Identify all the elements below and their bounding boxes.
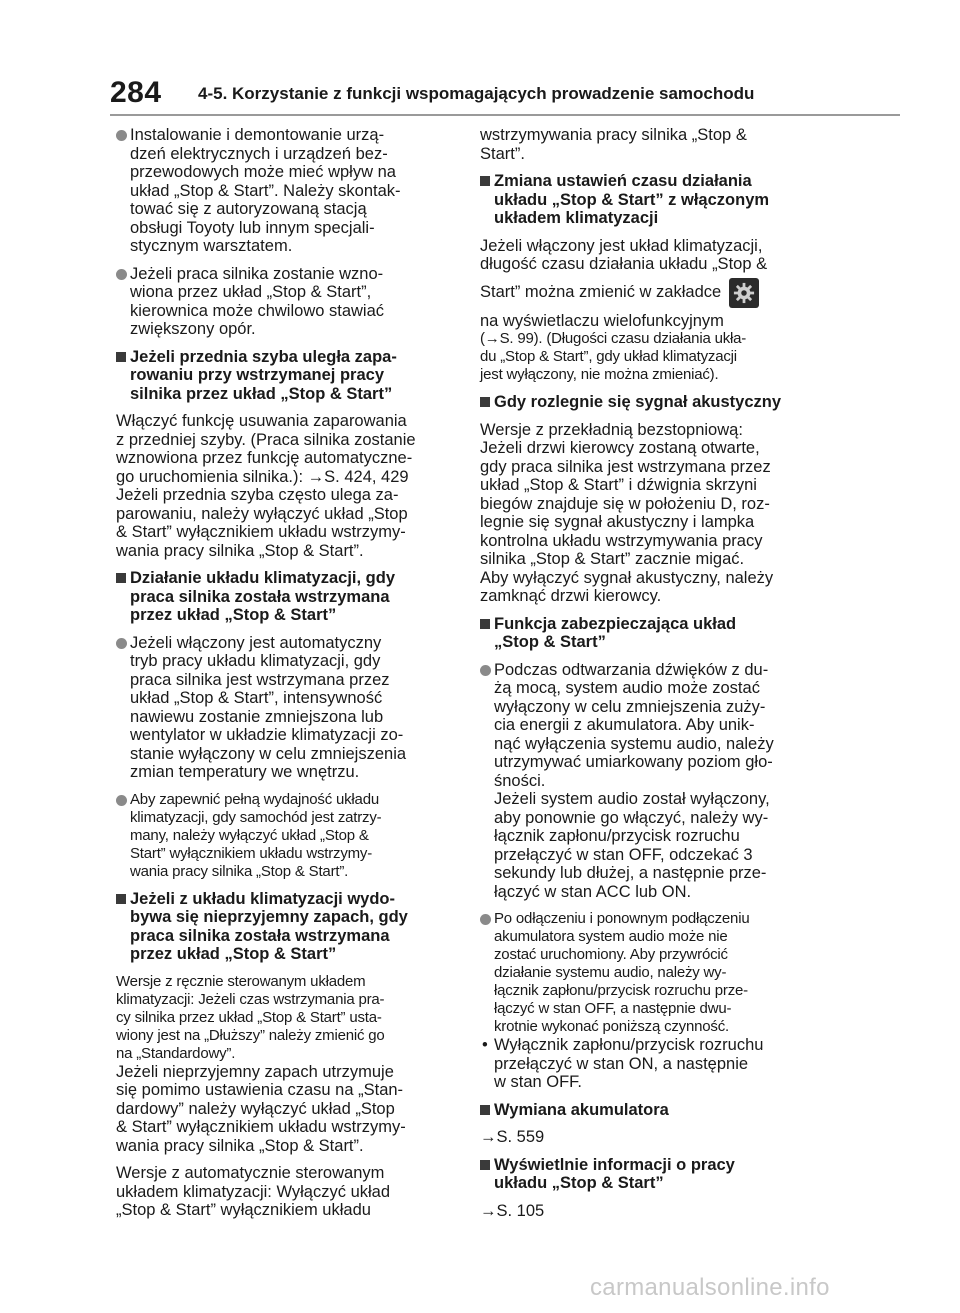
page-number: 284: [110, 76, 162, 109]
paragraph-timing-note: (→S. 99). (Długości czasu działania ukła- du „Stop & Start”, gdy układ klimatyzacji jest wyłączony, nie można zmieniać).: [480, 330, 747, 383]
heading-info-display: Wyświetlnie informacji o pracy układu „Stop & Start”: [480, 1156, 810, 1193]
paragraph-buzzer: Wersje z przekładnią bezstopniową: Jeżeli drzwi kierowcy zostaną otwarte, gdy praca silnika jest wstrzymana przez układ „Stop & Start” i dźwignia skrzyni biegów znajduje się w położeniu D, roz- legnie się sygnał akustyczny i lampka kontrolna układu wstrzymywania pracy silnika „Stop & Start” zacznie migać. Aby wyłączyć sygnał akustyczny, należy zamknąć drzwi kierowcy.: [480, 420, 774, 605]
heading-ac-odor: Jeżeli z układu klimatyzacji wydo- bywa się nieprzyjemny zapach, gdy praca silnika została wstrzymana przez układ „Stop & Start”: [116, 890, 454, 964]
heading-ac-operation: Działanie układu klimatyzacji, gdy praca silnika została wstrzymana przez układ „Stop & Start”: [116, 569, 454, 625]
heading-change-timing: Zmiana ustawień czasu działania układu „Stop & Start” z włączonym układem klimatyzacji: [480, 172, 810, 228]
heading-battery-replace: Wymiana akumulatora: [480, 1101, 810, 1120]
bullet-audio-off: Podczas odtwarzania dźwięków z du- żą mocą, system audio może zostać wyłączony w celu zmniejszenia zuży- cia energii z akumulatora. Aby unik- nąć wyłączenia systemu audio, należy utrzymywać umiarkowany poziom gło- śności. Jeżeli system audio został wyłączony, aby ponownie go włączyć, należy wy- łącznik zapłonu/przycisk rozruchu przełączyć w stan OFF, odczekać 3 sekundy lub dłużej, a następnie prze- łączyć w stan ACC lub ON.: [480, 661, 810, 902]
paragraph-continued: wstrzymywania pracy silnika „Stop & Start”.: [480, 126, 747, 163]
heading-protection: Funkcja zabezpieczająca układ „Stop & Start”: [480, 615, 810, 652]
paragraph-defog: Włączyć funkcję usuwania zaparowania z przedniej szyby. (Praca silnika zostanie wznowiona przez funkcję automatyczne- go uruchomienia silnika.): →S. 424, 429 Jeżeli przednia szyba często ulega za- parowaniu, należy wyłączyć układ „Stop & Start” wyłącznikiem układu wstrzymy- wania pracy silnika „Stop & Start”.: [116, 412, 416, 560]
paragraph-multi-display: na wyświetlaczu wielofunkcyjnym: [480, 311, 724, 330]
bullet-battery-reconnect: Po odłączeniu i ponownym podłączeniu akumulatora system audio może nie zostać uruchomiony. Aby przywrócić działanie systemu audio, należy wy- łącznik zapłonu/przycisk rozruchu prze- łączyć w stan OFF, a następnie dwu- krotnie wykonać poniższą czynność.: [480, 910, 810, 1036]
paragraph-ac-timing: Jeżeli włączony jest układ klimatyzacji, długość czasu działania układu „Stop &: [480, 236, 768, 273]
sub-bullet-ignition: • Wyłącznik zapłonu/przycisk rozruchu przełączyć w stan ON, a następnie w stan OFF.: [480, 1036, 810, 1092]
bullet-steering-resistance: Jeżeli praca silnika zostanie wzno- wiona przez układ „Stop & Start”, kierownica może chwilowo stawiać zwiększony opór.: [116, 265, 454, 339]
settings-tab-text: Start” można zmienić w zakładce: [480, 283, 722, 302]
paragraph-manual-ac: Wersje z ręcznie sterowanym układem klimatyzacji: Jeżeli czas wstrzymania pra- cy silnika przez układ „Stop & Start” usta- wiony jest na „Dłuższy” należy zmienić go na „Standardowy”.: [116, 972, 385, 1062]
gear-icon: [729, 278, 759, 308]
section-title: 4-5. Korzystanie z funkcji wspomagających prowadzenie samochodu: [198, 84, 755, 103]
reference-battery: →S. 559: [480, 1128, 545, 1146]
reference-info-display: →S. 105: [480, 1201, 545, 1220]
heading-windshield-fog: Jeżeli przednia szyba uległa zapa- rowaniu przy wstrzymanej pracy silnika przez układ „Stop & Start”: [116, 348, 454, 404]
right-column: [480, 126, 810, 1229]
bullet-ac-auto-mode: Jeżeli włączony jest automatyczny tryb pracy układu klimatyzacji, gdy praca silnika jest wstrzymana przez układ „Stop & Start”, intensywność nawiewu zostanie zmniejszona lub wentylator w układzie klimatyzacji zo- stanie wyłączony w celu zmniejszenia zmian temperatury we wnętrzu.: [116, 634, 454, 782]
bullet-install-devices: Instalowanie i demontowanie urzą- dzeń elektrycznych i urządzeń bez- przewodowych może mieć wpływ na układ „Stop & Start”. Należy skontak- tować się z autoryzowaną stacją obsługi Toyoty lub innym specjali- stycznym warsztatem.: [116, 126, 454, 256]
heading-buzzer: Gdy rozlegnie się sygnał akustyczny: [480, 393, 810, 412]
page-header: [0, 0, 960, 118]
bullet-ac-full-performance: Aby zapewnić pełną wydajność układu klimatyzacji, gdy samochód jest zatrzy- many, należy wyłączyć układ „Stop & Start” wyłącznikiem układu wstrzymy- wania pracy silnika „Stop & Start”.: [116, 791, 454, 881]
paragraph-auto-ac: Wersje z automatycznie sterowanym układem klimatyzacji: Wyłączyć układ „Stop & Start” wyłącznikiem układu: [116, 1164, 391, 1219]
left-column: [116, 126, 454, 1229]
paragraph-odor-persists: Jeżeli nieprzyjemny zapach utrzymuje się pomimo ustawienia czasu na „Stan- dardowy” należy wyłączyć układ „Stop & Start” wyłącznikiem układu wstrzymy- wania pracy silnika „Stop & Start”.: [116, 1062, 406, 1155]
watermark: carmanualsonline.info: [590, 1274, 830, 1301]
settings-tab-line: [480, 276, 810, 310]
header-divider: [110, 114, 900, 116]
